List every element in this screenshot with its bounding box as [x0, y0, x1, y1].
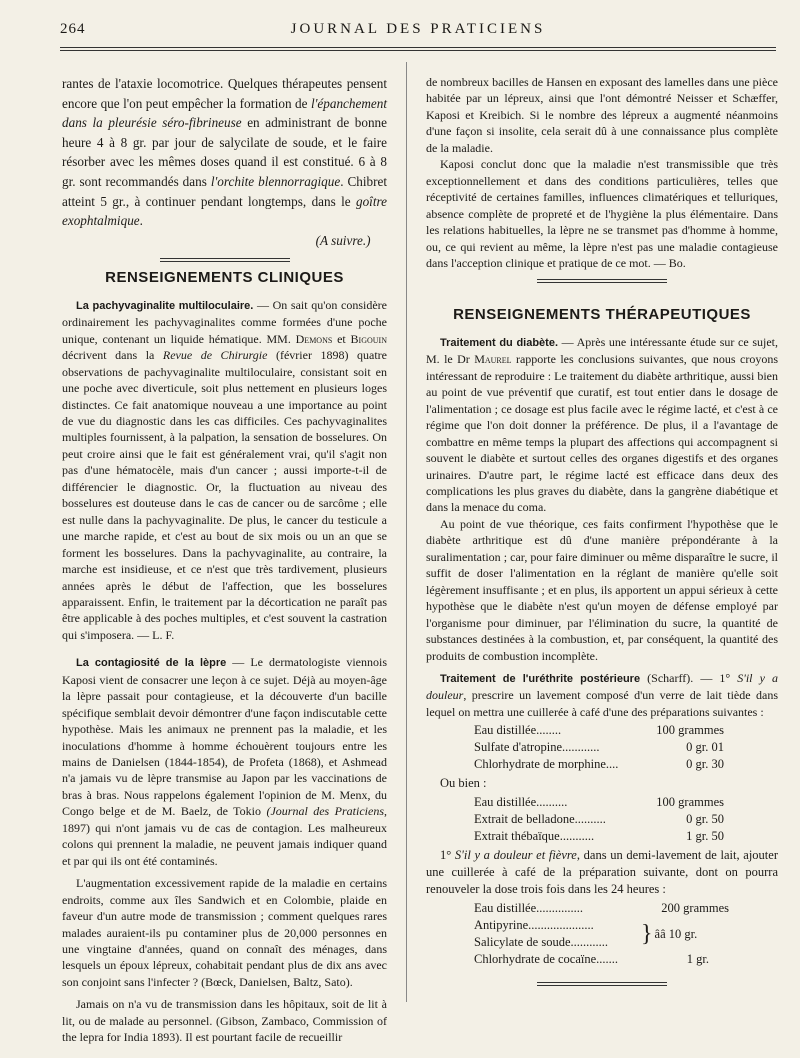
- brace-dose: ââ 10 gr.: [654, 926, 698, 941]
- page-header: [60, 18, 776, 44]
- article-urethrite: Traitement de l'uréthrite postérieure (Scharff). — 1° S'il y a douleur, prescrire un lavement composé d'un verre de lait tiède dans lequel on mettra une cuillerée à café d'une des préparations suivantes :: [426, 670, 778, 719]
- prescription-2: [474, 794, 778, 845]
- article-diabete: Traitement du diabète. — Après une intéressante étude sur ce sujet, M. le Dr Maurel rapporte les conclusions suivantes, que nous croyons intéressant de reproduire : Le traitement du diabète arthritique, aussi bien au point de vue préventif que curatif, est tout entier dans le dosage de l'alimentation ; ce dosage est plus facile avec le régime lacté, et c'est à ce régime que l'on doit donner la préférence. De plus, il a l'avantage de combattre en même temps la plupart des affections qui accompagnent si souvent le diabète et surtout celles des organes digestifs et des organes urinaires. D'autre part, le régime lacté est efficace dans deux des complications les plus graves du diabète, dans la gangrène diabétique et dans la menace du coma.: [426, 334, 778, 515]
- section-title-cliniques: RENSEIGNEMENTS CLINIQUES: [105, 269, 344, 287]
- end-rule-right: [537, 982, 667, 986]
- journal-title: JOURNAL DES PRATICIENS: [290, 21, 546, 37]
- ou-bien-label: Ou bien :: [440, 776, 487, 791]
- rx-line: Antipyrine.....................: [474, 918, 594, 933]
- lepre-paragraph-2: L'augmentation excessivement rapide de la maladie en certains endroits, comme aux îles Sandwich et en Colombie, plaide en faveur d'un autre mode de transmission ; comment quelques rares malades auraient-ils pu contaminer plus de 20,000 personnes en une vingtaine d'années, quand on connaît des ménages, dans lesquels un époux lépreux, cohabitait pendant plus de dix ans avec son conjoint sans l'infecter ? (Bœck, Danielsen, Baltz, Sato).: [62, 876, 387, 989]
- rx-line: Eau distillée............... 200 grammes: [474, 901, 729, 916]
- kaposi-conclusion: Kaposi conclut donc que la maladie n'est transmissible que très exceptionnellement et dans des conditions particulières, telles que réceptivité de certaines familles, influences climatériques et telluriques, absence complète de propreté et de l'hygiène la plus élémentaire. Dans les relations habituelles, la lèpre ne se transmet pas d'homme à homme, ou, ce qui revient au même, la lèpre n'est pas une maladie contagieuse dans l'acception clinique et pratique de ce mot. — Bo.: [426, 157, 778, 270]
- rx-line: Eau distillée.......... 100 grammes: [474, 795, 724, 810]
- rx-line: Eau distillée........ 100 grammes: [474, 723, 724, 738]
- rx-line: Chlorhydrate de morphine.... 0 gr. 30: [474, 757, 724, 772]
- intro-paragraph: rantes de l'ataxie locomotrice. Quelques thérapeutes pensent encore que l'on peut empêcher la formation de l'épanchement dans la pleurésie séro-fibrineuse en administrant de bonne heure 4 à 8 gr. par jour de salycilate de soude, et le faire résorber avec les mêmes doses quand il est constitué. 6 à 8 gr. sont recommandés dans l'orchite blennorragique. Chibret atteint 5 gr., à continuer pendant longtemps, dans le goître exophtalmique.: [62, 76, 388, 229]
- section-rule: [160, 258, 290, 262]
- page-number: 264: [60, 21, 86, 37]
- prescription-3: [474, 900, 778, 968]
- rx-line: Salicylate de soude............: [474, 935, 608, 950]
- right-column: [426, 74, 778, 994]
- rx-line: Extrait thébaïque........... 1 gr. 50: [474, 829, 724, 844]
- urethrite-fievre: 1° S'il y a douleur et fièvre, dans un demi-lavement de lait, ajouter une cuillerée à café de la préparation suivante, dont on pourra renouveler la dose trois fois dans les 24 heures :: [426, 848, 778, 897]
- rx-line: Extrait de belladone.......... 0 gr. 50: [474, 812, 724, 827]
- brace-symbol: }: [641, 921, 653, 948]
- lepre-paragraph-3: Jamais on n'a vu de transmission dans les hôpitaux, soit de lit à lit, ou de malade au personnel. (Gibson, Zambaco, Commission of the lepra for India 1893). Il est pourtant facile de recueillir: [62, 997, 387, 1045]
- rx-line: Chlorhydrate de cocaïne....... 1 gr.: [474, 952, 709, 967]
- section-title-therapeutiques: RENSEIGNEMENTS THÉRAPEUTIQUES: [453, 306, 751, 324]
- rx-brace-group: [474, 917, 778, 951]
- a-suivre: (A suivre.): [315, 232, 371, 248]
- left-column: [62, 74, 387, 1046]
- rx-line: Sulfate d'atropine............ 0 gr. 01: [474, 740, 724, 755]
- end-rule: [537, 279, 667, 283]
- prescription-1: [474, 722, 778, 773]
- column-divider: [406, 62, 407, 1002]
- article-pachyvaginalite: La pachyvaginalite multiloculaire. — On sait qu'on considère ordinairement les pachyvaginalites comme formées d'une poche unique, contenant un liquide hématique. MM. Demons et Bigouin décrivent dans la Revue de Chirurgie (février 1898) quatre observations de pachyvaginalite multiloculaire, consistant soit en une poche avec diverticule, soit plus nettement en plusieurs loges distinctes. Ce fait anatomique nouveau a une importance au point de vue du diagnostic dans les cas difficiles. Ces pachyvaginalites multiples fournissent, à la palpation, la sensation de bosselures. On peut croire ainsi que le fait est généralement vrai, qu'il s'agit non pas d'une hématocèle, mais d'un cancer ; aussi importe-t-il de différencier le diagnostic. Or, la fluctuation au niveau des bosselures est douteuse dans le cas de cancer ou de sarcôme ; elle est nulle dans la pachyvaginalite. De plus, le cancer du testicule a une marche rapide, et c'est au bout de six mois ou un an que se forment les bosselures. Dans la pachyvaginalite, au contraire, la marche est insidieuse, et ce n'est que très tardivement, plusieurs années après le début de l'affection, que les bosselures apparaissent. Enfin, le traitement par la décortication ne paraît pas être applicable à des poches multiples, et c'est souvent la castration qui s'imposera. — L. F.: [62, 297, 387, 642]
- diabete-paragraph-2: Au point de vue théorique, ces faits confirment l'hypothèse que le diabète arthritique est dû d'une manière prépondérante à la suralimentation ; car, pour faire diminuer ou même disparaître le sucre, il suffit de doser l'alimentation en la réglant de manière qu'elle soit légèrement insuffisante ; et en plus, ils apportent un appui sérieux à cette hypothèse que le diabète n'est qu'un moyen de défense employé par l'organisme pour diminuer, par l'élimination du sucre, la quantité de substances destinées à la combustion, et, par conséquent, la quantité des produits de combustion incomplète.: [426, 516, 778, 663]
- lepre-continued: de nombreux bacilles de Hansen en exposant des lamelles dans une pièce habitée par un lépreux, ainsi que l'ont démontré Neisser et Schæffer, Kaposi et Kreibich. Si le nombre des lépreux a augmenté néanmoins d'une façon si insolite, cela serait dû à une connaissance plus complète de la maladie.: [426, 75, 778, 155]
- header-rule: [60, 47, 776, 51]
- article-lepre: La contagiosité de la lèpre — Le dermatologiste viennois Kaposi vient de consacrer une leçon à ce sujet. Déjà au moyen-âge la lèpre passait pour contagieuse, et la découverte d'un bacille spécifique semblait devoir démontrer d'une façon indiscutable cette hypothèse. Mais les animaux ne prennent pas la maladie, et les inoculations d'homme à homme échouèrent toujours entre les mains de Danielsen (1844-1854), de Profeta (1868), et Ashmead n'a jamais vu de lèpre transmise au Japon par les vaccinations de bras à bras. Nous rappelons également l'opinion de M. Menx, du Congo belge et de M. Baelz, de Tokio (Journal des Praticiens, 1897) qui n'ont jamais vu de cas de contagion. Les malheureux colons qui prennent la maladie, ne peuvent jamais indiquer quand et par qui ils ont été contaminés.: [62, 655, 388, 868]
